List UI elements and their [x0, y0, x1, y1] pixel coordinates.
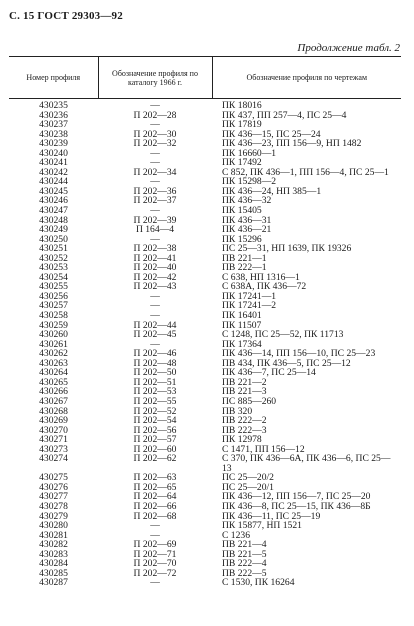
- cell-drawing-designation: ПК 436—14, ПП 156—10, ПС 25—23: [222, 348, 376, 360]
- cell-drawing-designation: С 638, НП 1316—1: [222, 271, 300, 283]
- cell-catalog-designation: —: [150, 300, 160, 312]
- cell-profile-number: 430251: [39, 243, 68, 255]
- cell-catalog-designation: П 202—46: [133, 348, 177, 360]
- cell-catalog-designation: —: [150, 520, 160, 532]
- cell-profile-number: 430256: [39, 290, 68, 302]
- cell-catalog-designation: П 202—72: [133, 567, 177, 579]
- cell-catalog-designation: П 164—4: [135, 224, 175, 236]
- cell-drawing-designation: ПВ 221—3: [222, 386, 267, 398]
- cell-profile-number: 430269: [39, 415, 68, 427]
- cell-catalog-designation: П 202—41: [133, 252, 177, 264]
- cell-profile-number: 430273: [39, 443, 68, 455]
- cell-catalog-designation: —: [150, 100, 160, 111]
- cell-profile-number: 430262: [39, 348, 68, 360]
- cell-profile-number: 430245: [39, 185, 68, 197]
- cell-catalog-designation: П 202—37: [133, 195, 177, 207]
- cell-catalog-designation: П 202—60: [133, 443, 177, 455]
- cell-profile-number: 430240: [39, 147, 68, 159]
- cell-profile-number: 430265: [39, 376, 68, 388]
- cell-drawing-designation: ПК 436—11, ПС 25—19: [222, 510, 321, 522]
- cell-drawing-designation: ПК 11507: [222, 319, 262, 331]
- table-row: [9, 578, 401, 588]
- cell-drawing-designation: ПК 17819: [222, 119, 262, 131]
- cell-drawing-designation: ПК 436—7, ПС 25—14: [222, 367, 316, 379]
- cell-catalog-designation: —: [150, 176, 160, 188]
- cell-profile-number: 430270: [39, 424, 68, 436]
- cell-catalog-designation: П 202—39: [133, 214, 177, 226]
- cell-drawing-designation: ПК 15877, НП 1521: [222, 520, 302, 532]
- table-continuation-label: Продолжение табл. 2: [297, 42, 400, 54]
- cell-drawing-designation: ПВ 221—4: [222, 539, 267, 551]
- cell-drawing-designation: ПК 436—31: [222, 214, 272, 226]
- cell-profile-number: 430263: [39, 357, 68, 369]
- cell-catalog-designation: П 202—71: [133, 548, 177, 560]
- cell-drawing-designation: ПВ 222—1: [222, 262, 267, 274]
- table-row: [9, 454, 401, 473]
- cell-drawing-designation: ПК 436—21: [222, 224, 272, 236]
- cell-drawing-designation: ПК 16660—1: [222, 147, 277, 159]
- cell-drawing-designation: ПВ 434, ПК 436—5, ПС 25—12: [222, 357, 351, 369]
- cell-catalog-designation: —: [150, 205, 160, 217]
- column-header-drawing-designation: Обозначение профиля по чертежам: [212, 57, 401, 99]
- cell-profile-number: 430282: [39, 539, 68, 551]
- cell-profile-number: 430281: [39, 529, 68, 541]
- cell-profile-number: 430287: [39, 577, 68, 589]
- cell-drawing-designation: С 1236: [222, 529, 250, 541]
- cell-catalog-designation: П 202—34: [133, 166, 177, 178]
- cell-profile-number: 430274: [39, 453, 68, 465]
- cell-drawing-designation: ПС 25—20/2: [222, 472, 274, 484]
- cell-profile-number: 430247: [39, 205, 68, 217]
- cell-catalog-designation: —: [150, 157, 160, 169]
- cell-drawing-designation: С 638А, ПК 436—72: [222, 281, 307, 293]
- cell-drawing-designation: ПК 17364: [222, 338, 262, 350]
- cell-profile-number: 430264: [39, 367, 68, 379]
- cell-profile-number: 430258: [39, 310, 68, 322]
- cell-drawing-designation: ПК 15405: [222, 205, 262, 217]
- cell-profile-number: 430239: [39, 138, 68, 150]
- cell-catalog-designation: —: [150, 529, 160, 541]
- cell-drawing-designation: ПВ 221—1: [222, 252, 267, 264]
- cell-profile-number: 430267: [39, 395, 68, 407]
- cell-catalog-designation: П 202—45: [133, 329, 177, 341]
- cell-catalog-designation: П 202—68: [133, 510, 177, 522]
- cell-catalog-designation: П 202—55: [133, 395, 177, 407]
- cell-profile-number: 430257: [39, 300, 68, 312]
- page-header: С. 15 ГОСТ 29303—92: [9, 10, 123, 22]
- cell-drawing-designation: ПВ 320: [222, 405, 253, 417]
- cell-profile-number: 430279: [39, 510, 68, 522]
- cell-profile-number: 430237: [39, 119, 68, 131]
- cell-catalog-designation: —: [150, 310, 160, 322]
- cell-drawing-designation: С 1530, ПК 16264: [222, 577, 295, 589]
- cell-profile-number: 430280: [39, 520, 68, 532]
- cell-drawing-designation: С 370, ПК 436—6А, ПК 436—6, ПС 25—13: [222, 453, 391, 474]
- cell-catalog-designation: П 202—64: [133, 491, 177, 503]
- profiles-table: [9, 56, 401, 588]
- cell-catalog-designation: —: [150, 147, 160, 159]
- cell-profile-number: 430236: [39, 109, 68, 121]
- cell-profile-number: 430252: [39, 252, 68, 264]
- cell-profile-number: 430284: [39, 558, 68, 570]
- cell-catalog-designation: —: [150, 233, 160, 245]
- column-header-profile-number: Номер профиля: [9, 57, 98, 99]
- cell-profile-number: 430277: [39, 491, 68, 503]
- cell-drawing-designation: ПК 437, ПП 257—4, ПС 25—4: [222, 109, 347, 121]
- cell-catalog-designation: П 202—30: [133, 128, 177, 140]
- cell-catalog-designation: П 202—51: [133, 376, 177, 388]
- cell-catalog-designation: П 202—44: [133, 319, 177, 331]
- cell-profile-number: 430278: [39, 500, 68, 512]
- cell-catalog-designation: П 202—28: [133, 109, 177, 121]
- cell-catalog-designation: —: [150, 338, 160, 350]
- cell-drawing-designation: ПК 436—32: [222, 195, 272, 207]
- cell-catalog-designation: П 202—48: [133, 357, 177, 369]
- cell-drawing-designation: ПК 436—8, ПС 25—15, ПК 436—8Б: [222, 500, 371, 512]
- table-row: [9, 99, 401, 111]
- cell-profile-number: 430283: [39, 548, 68, 560]
- cell-drawing-designation: ПК 17241—1: [222, 290, 277, 302]
- cell-catalog-designation: П 202—52: [133, 405, 177, 417]
- cell-drawing-designation: ПК 17241—2: [222, 300, 277, 312]
- table-header-row: [9, 57, 401, 99]
- cell-profile-number: 430259: [39, 319, 68, 331]
- cell-profile-number: 430261: [39, 338, 68, 350]
- cell-catalog-designation: —: [150, 577, 160, 589]
- cell-profile-number: 430276: [39, 481, 68, 493]
- cell-catalog-designation: П 202—38: [133, 243, 177, 255]
- cell-drawing-designation: ПК 17492: [222, 157, 262, 169]
- cell-profile-number: 430242: [39, 166, 68, 178]
- cell-catalog-designation: —: [150, 119, 160, 131]
- cell-catalog-designation: П 202—36: [133, 185, 177, 197]
- cell-profile-number: 430271: [39, 434, 68, 446]
- cell-drawing-designation: ПК 15296: [222, 233, 262, 245]
- cell-drawing-designation: ПВ 222—2: [222, 415, 267, 427]
- cell-drawing-designation: ПС 885—260: [222, 395, 277, 407]
- cell-catalog-designation: П 202—53: [133, 386, 177, 398]
- cell-profile-number: 430253: [39, 262, 68, 274]
- cell-profile-number: 430235: [39, 100, 68, 111]
- cell-catalog-designation: П 202—62: [133, 453, 177, 465]
- cell-catalog-designation: П 202—50: [133, 367, 177, 379]
- cell-drawing-designation: С 852, ПК 436—1, ПП 156—4, ПС 25—1: [222, 166, 389, 178]
- cell-profile-number: 430266: [39, 386, 68, 398]
- cell-drawing-designation: ПК 18016: [222, 100, 262, 111]
- cell-drawing-designation: С 1471, ПП 156—12: [222, 443, 305, 455]
- cell-drawing-designation: ПК 436—15, ПС 25—24: [222, 128, 321, 140]
- cell-profile-number: 430285: [39, 567, 68, 579]
- cell-catalog-designation: П 202—69: [133, 539, 177, 551]
- cell-drawing-designation: ПК 436—23, ПП 156—9, НП 1482: [222, 138, 362, 150]
- cell-drawing-designation: ПС 25—31, НП 1639, ПК 19326: [222, 243, 352, 255]
- cell-profile-number: 430238: [39, 128, 68, 140]
- cell-drawing-designation: ПК 16401: [222, 310, 262, 322]
- cell-profile-number: 430268: [39, 405, 68, 417]
- cell-profile-number: 430254: [39, 271, 68, 283]
- cell-drawing-designation: ПВ 221—5: [222, 548, 267, 560]
- cell-profile-number: 430246: [39, 195, 68, 207]
- cell-drawing-designation: ПК 15298—2: [222, 176, 277, 188]
- cell-catalog-designation: П 202—63: [133, 472, 177, 484]
- cell-drawing-designation: ПК 436—24, НП 385—1: [222, 185, 322, 197]
- cell-catalog-designation: П 202—54: [133, 415, 177, 427]
- cell-catalog-designation: —: [150, 290, 160, 302]
- cell-drawing-designation: ПС 25—20/1: [222, 481, 274, 493]
- cell-catalog-designation: П 202—56: [133, 424, 177, 436]
- cell-drawing-designation: ПВ 221—2: [222, 376, 267, 388]
- table-body: [9, 99, 401, 588]
- cell-catalog-designation: П 202—70: [133, 558, 177, 570]
- cell-drawing-designation: ПВ 222—4: [222, 558, 267, 570]
- cell-profile-number: 430275: [39, 472, 68, 484]
- cell-profile-number: 430241: [39, 157, 68, 169]
- cell-catalog-designation: П 202—65: [133, 481, 177, 493]
- cell-drawing-designation: С 1248, ПС 25—52, ПК 11713: [222, 329, 344, 341]
- cell-catalog-designation: П 202—66: [133, 500, 177, 512]
- cell-profile-number: 430260: [39, 329, 68, 341]
- cell-drawing-designation: ПВ 222—5: [222, 567, 267, 579]
- cell-drawing-designation: ПВ 222—3: [222, 424, 267, 436]
- cell-profile-number: 430244: [39, 176, 68, 188]
- cell-profile-number: 430255: [39, 281, 68, 293]
- column-header-catalog-designation: Обозначение профиля по каталогу 1966 г.: [98, 57, 212, 99]
- cell-catalog-designation: П 202—43: [133, 281, 177, 293]
- cell-profile-number: 430250: [39, 233, 68, 245]
- cell-drawing-designation: ПК 436—12, ПП 156—7, ПС 25—20: [222, 491, 371, 503]
- cell-catalog-designation: П 202—32: [133, 138, 177, 150]
- cell-catalog-designation: П 202—57: [133, 434, 177, 446]
- cell-profile-number: 430248: [39, 214, 68, 226]
- cell-catalog-designation: П 202—42: [133, 271, 177, 283]
- cell-drawing-designation: ПК 12978: [222, 434, 262, 446]
- cell-catalog-designation: П 202—40: [133, 262, 177, 274]
- cell-profile-number: 430249: [39, 224, 68, 236]
